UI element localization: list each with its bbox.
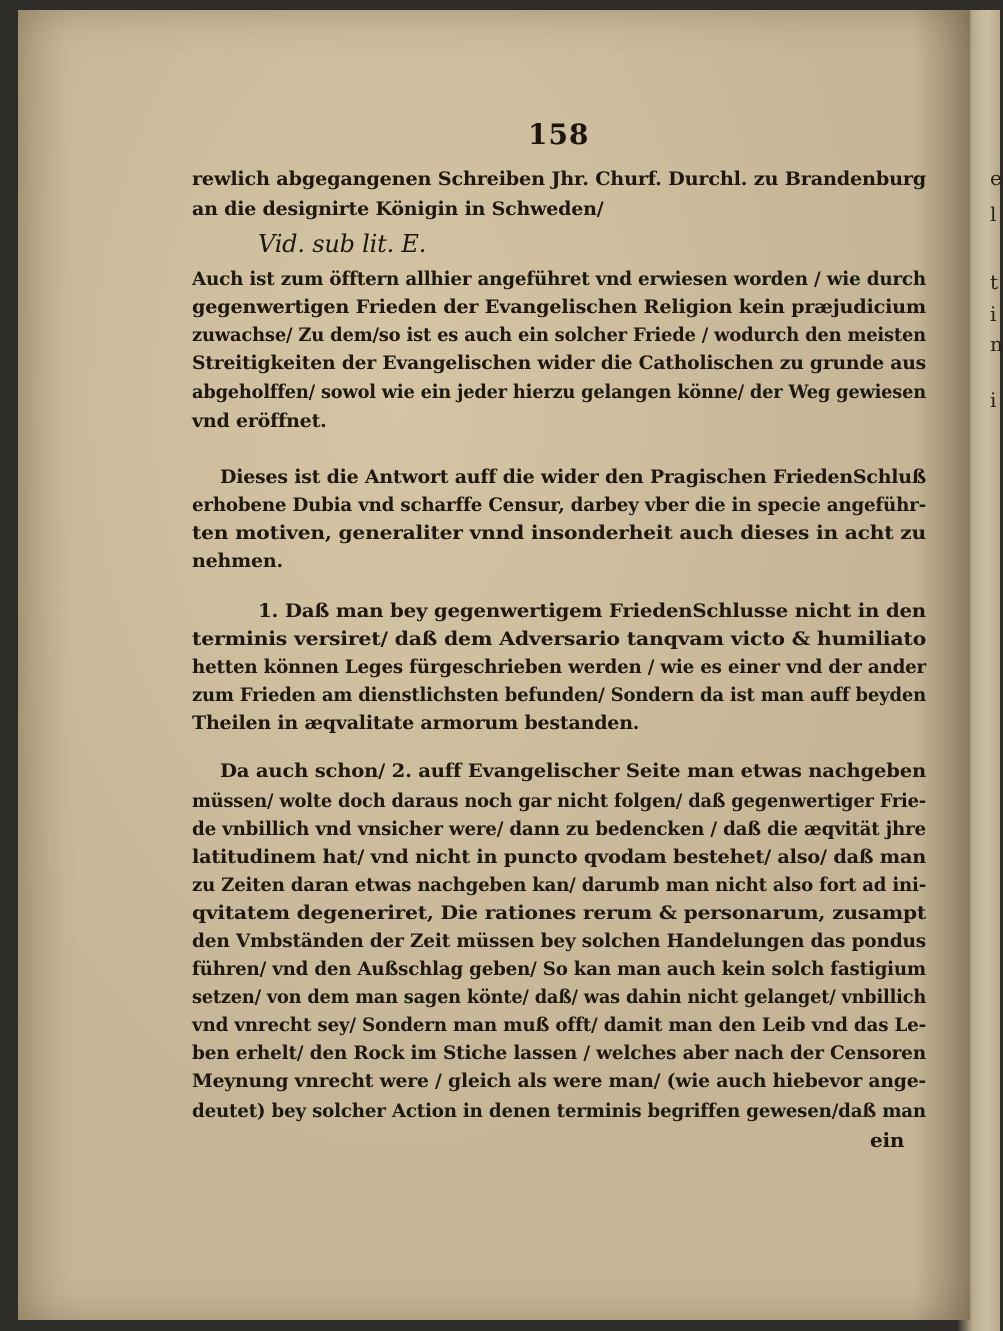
text-line: zum Frieden am dienstlichsten befunden/ Sondern da ist man auff beyden: [192, 684, 926, 706]
text-line: Vid. sub lit. E.: [258, 230, 427, 258]
text-line: Da auch schon/ 2. auff Evangelischer Seite man etwas nachgeben: [220, 760, 926, 782]
text-line: Streitigkeiten der Evangelischen wider die Catholischen zu grunde aus: [192, 352, 927, 374]
text-line: nehmen.: [192, 550, 283, 572]
margin-glyph: i: [990, 388, 997, 412]
text-line: latitudinem hat/ vnd nicht in puncto qvodam bestehet/ also/ daß man: [192, 846, 926, 868]
text-line: den Vmbständen der Zeit müssen bey solchen Handelungen das pondus: [192, 930, 927, 952]
text-line: Meynung vnrecht were / gleich als were man/ (wie auch hiebevor ange-: [192, 1070, 927, 1092]
text-line: zuwachse/ Zu dem/so ist es auch ein solcher Friede / wodurch den meisten: [192, 324, 927, 346]
text-line: qvitatem degeneriret, Die rationes rerum & personarum, zusampt: [192, 902, 926, 924]
text-line: gegenwertigen Frieden der Evangelischen Religion kein præjudicium: [192, 296, 927, 318]
text-line: rewlich abgegangenen Schreiben Jhr. Churf. Durchl. zu Brandenburg: [192, 168, 927, 190]
margin-glyph: e: [990, 166, 1002, 190]
text-line: Auch ist zum öfftern allhier angeführet vnd erwiesen worden / wie durch: [192, 268, 926, 290]
margin-glyph: l: [990, 202, 997, 226]
text-line: vnd vnrecht sey/ Sondern man muß offt/ damit man den Leib vnd das Le-: [192, 1014, 927, 1036]
text-line: Dieses ist die Antwort auff die wider den Pragischen FriedenSchluß: [220, 466, 927, 488]
margin-glyph: n: [990, 332, 1003, 356]
text-line: hetten können Leges fürgeschrieben werden / wie es einer vnd der ander: [192, 656, 926, 678]
page-number: 158: [528, 118, 590, 151]
margin-glyph: i: [990, 302, 997, 326]
text-line: terminis versiret/ daß dem Adversario tanqvam victo & humiliato: [192, 628, 927, 650]
text-line: ben erhelt/ den Rock im Stiche lassen / welches aber nach der Censoren: [192, 1042, 926, 1064]
text-line: an die designirte Königin in Schweden/: [192, 198, 604, 220]
text-line: Theilen in æqvalitate armorum bestanden.: [192, 712, 640, 734]
text-line: abgeholffen/ sowol wie ein jeder hierzu gelangen könne/ der Weg gewiesen: [192, 381, 926, 403]
text-line: zu Zeiten daran etwas nachgeben kan/ darumb man nicht also fort ad ini-: [192, 874, 927, 896]
text-line: de vnbillich vnd vnsicher were/ dann zu bedencken / daß die æqvität jhre: [192, 818, 926, 840]
text-line: ten motiven, generaliter vnnd insonderheit auch dieses in acht zu: [192, 522, 927, 544]
text-line: 1. Daß man bey gegenwertigem FriedenSchlusse nicht in den: [258, 600, 926, 622]
catchword: ein: [870, 1128, 905, 1152]
text-line: setzen/ von dem man sagen könte/ daß/ was dahin nicht gelanget/ vnbillich: [192, 986, 927, 1008]
text-line: erhobene Dubia vnd scharffe Censur, darbey vber die in specie angeführ-: [192, 494, 926, 516]
margin-glyph: t: [990, 270, 999, 294]
text-line: müssen/ wolte doch daraus noch gar nicht folgen/ daß gegenwertiger Frie-: [192, 790, 927, 812]
text-line: deutet) bey solcher Action in denen terminis begriffen gewesen/daß man: [192, 1100, 927, 1122]
text-line: führen/ vnd den Außschlag geben/ So kan man auch kein solch fastigium: [192, 958, 926, 980]
text-line: vnd eröffnet.: [192, 410, 327, 432]
